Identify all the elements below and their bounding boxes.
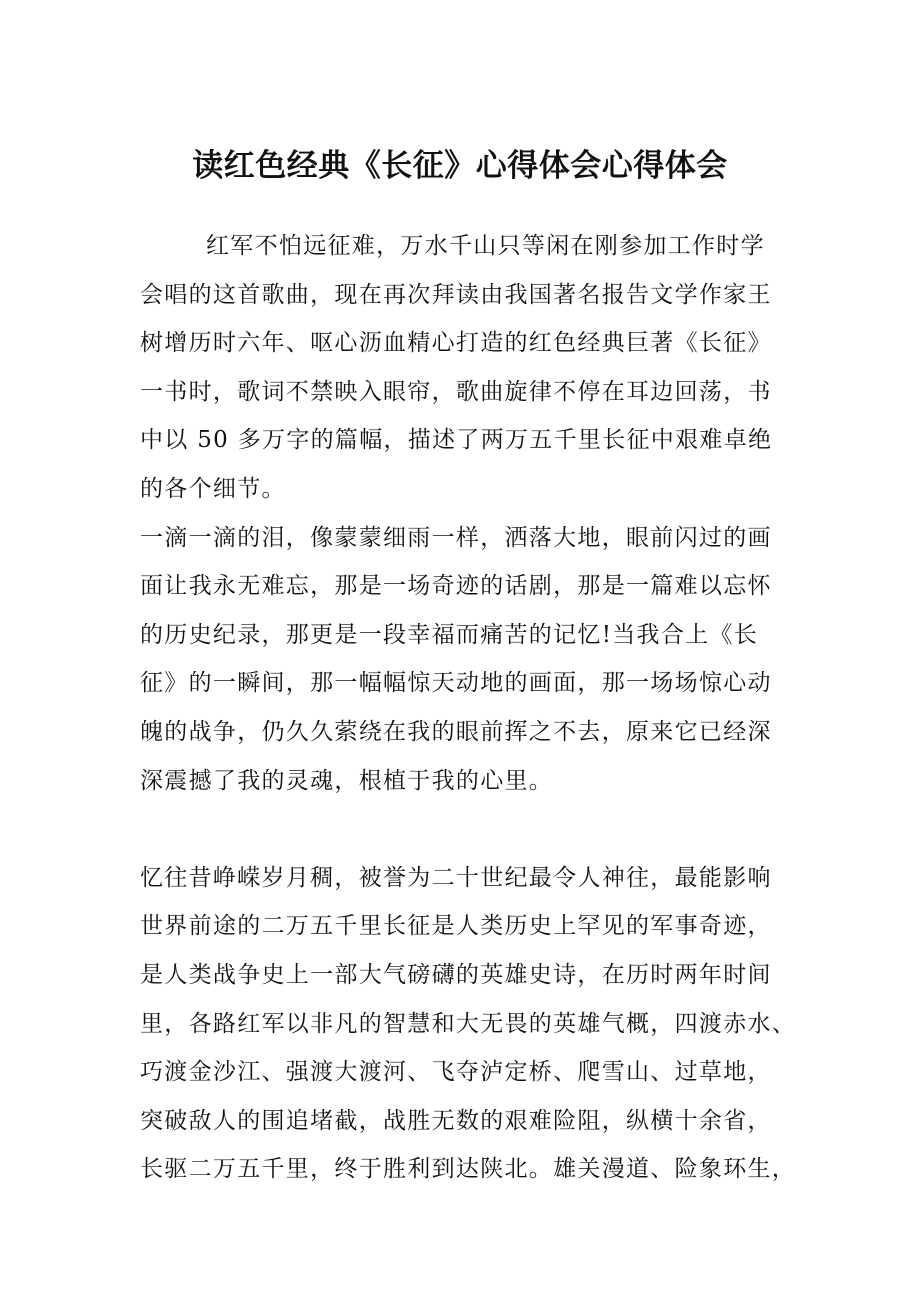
- text-line: 突破敌人的围追堵截，战胜无数的艰难险阻，纵横十余省，: [140, 1107, 772, 1134]
- text-line: 会唱的这首歌曲，现在再次拜读由我国著名报告文学作家王: [140, 281, 772, 308]
- document-title: 读红色经典《长征》心得体会心得体会: [192, 148, 728, 184]
- paragraph-1: [140, 222, 800, 514]
- paragraph-2: [140, 514, 800, 806]
- text-line: 的历史纪录，那更是一段幸福而痛苦的记忆!当我合上《长: [140, 621, 759, 648]
- text-line: 一滴一滴的泪，像蒙蒙细雨一样，洒落大地，眼前闪过的画: [140, 524, 772, 551]
- text-line: 里，各路红军以非凡的智慧和大无畏的英雄气概，四渡赤水、: [140, 1010, 797, 1037]
- text-line: 中以 50 多万字的篇幅，描述了两万五千里长征中艰难卓绝: [140, 427, 773, 454]
- document-body: [140, 222, 800, 1194]
- text-line: 长驱二万五千里，终于胜利到达陕北。雄关漫道、险象环生，: [140, 1156, 797, 1183]
- text-line: 是人类战争史上一部大气磅礴的英雄史诗，在历时两年时间: [140, 961, 772, 988]
- text-line: 魄的战争，仍久久萦绕在我的眼前挥之不去，原来它已经深: [140, 718, 772, 745]
- text-line: 面让我永无难忘，那是一场奇迹的话剧，那是一篇难以忘怀: [140, 573, 772, 600]
- text-line: 树增历时六年、呕心沥血精心打造的红色经典巨著《长征》: [140, 330, 772, 357]
- text-line: 征》的一瞬间，那一幅幅惊天动地的画面，那一场场惊心动: [140, 670, 772, 697]
- text-line: 深震撼了我的灵魂，根植于我的心里。: [140, 767, 554, 794]
- paragraph-spacer: [140, 805, 800, 854]
- paragraph-3: [140, 854, 800, 1194]
- text-line: 一书时，歌词不禁映入眼帘，歌曲旋律不停在耳边回荡，书: [140, 378, 772, 405]
- text-line: 巧渡金沙江、强渡大渡河、飞夺泸定桥、爬雪山、过草地，: [140, 1059, 772, 1086]
- text-line: 的各个细节。: [140, 475, 286, 502]
- text-line: 忆往昔峥嵘岁月稠，被誉为二十世纪最令人神往，最能影响: [140, 864, 772, 891]
- text-line: 世界前途的二万五千里长征是人类历史上罕见的军事奇迹，: [140, 913, 772, 940]
- text-line: 红军不怕远征难，万水千山只等闲在刚参加工作时学: [206, 233, 765, 259]
